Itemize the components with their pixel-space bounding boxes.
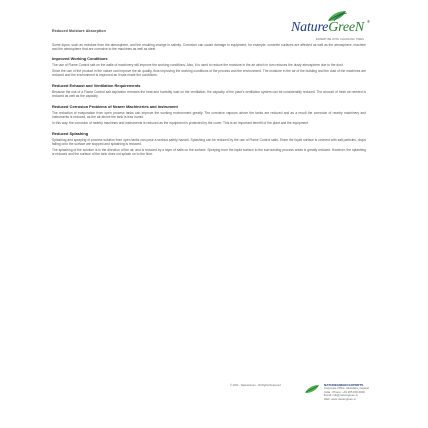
section-splashing xyxy=(52,131,366,156)
page-header xyxy=(52,0,370,41)
intro-paragraph: Some liquor, such as moisture from the atmosphere, and the resulting change in salinity. Corrosion can cause damage to equipment, for example, concrete surfaces are affected as well as the atmosphere, machine and the atmosphere that are corrosive to the machines as well as steel. xyxy=(52,43,366,52)
section-exhaust-ventilation xyxy=(52,83,366,98)
registered-mark: ® xyxy=(367,19,370,24)
section-paragraph: The reduction of evaporation from open process tanks can improve the working environment greatly. The corrosive vapours above the tanks are reduced and as a result the corrosion of nearby machinery and instruments is reduced, as the air above the tank is less humid. xyxy=(52,111,366,120)
section-working-conditions xyxy=(52,56,366,77)
footer-line: India · Phone: +91 265 000 0000 xyxy=(324,389,365,394)
section-paragraph: The splashing of the solution is in the direction of the air, and is reduced by a layer of salts on the surface. Spraying from the liquid surface to the surrounding process areas is greatly reduced. However, the splashing is reduced and the surface of the tank does not splash on to the floor. xyxy=(52,147,366,156)
section-paragraph: Splashing and spraying of process solution from open tanks can pose a serious safety hazard. Splashing can be reduced by the use of Flame Control salts. Since the liquid surface is covered with salt particles, drops falling onto the surface are stopped and splashing is reduced. xyxy=(52,137,366,147)
section-title: Reduced Splashing xyxy=(52,130,89,136)
brand-logo xyxy=(286,10,370,41)
section-corrosion xyxy=(52,104,366,125)
footer-line: Corporate Office: Vadodara, Gujarat xyxy=(324,386,369,391)
section-title: Reduced Corrosion Problems of Nearer Machineries and Instrument xyxy=(52,104,178,110)
footer-line: Web: www.naturegreen.in xyxy=(324,396,356,401)
brand-word-b: GreeN xyxy=(328,20,364,35)
section-paragraph: In this way, the corrosion of nearby machines and instruments is reduced as the equipment is protected by the cover. This is an important benefit of the plant and the equipment. xyxy=(52,120,309,125)
brand-word-a: Nature xyxy=(291,20,329,35)
header-tagline: Reduced Moisture Absorption xyxy=(52,29,106,33)
brand-tagline: EXPERTISE WITH CHANGING TIMES xyxy=(315,38,364,41)
section-title: Improved Working Conditions xyxy=(52,56,108,62)
section-paragraph: The use of Flame Control salt on the walls of machinery will improve the working conditions. Also, it is used to reduce the moisture in the air which in turn reduces the dusty atmosphere due to the dust. xyxy=(52,63,344,68)
section-paragraph: Since the use of the product in the nature can improve the air quality, thus improving the working conditions of the process and the environment. The moisture in the air of the building and the dust of the machines are reduced and the environment is improved as it was made the conditions. xyxy=(52,68,366,77)
footer-leaf-icon xyxy=(304,384,320,394)
brand-wordmark xyxy=(291,20,364,36)
page-footer xyxy=(230,383,410,401)
footer-company: NATUREGREEN EXPORTS xyxy=(324,383,364,387)
footer-copyright: © 2024 · NatureGreen · All Rights Reserved xyxy=(230,384,281,387)
footer-line: Email: info@naturegreen.in xyxy=(324,393,358,398)
section-title: Reduced Exhaust and Ventilation Requirements xyxy=(52,82,141,88)
section-paragraph: Because the use of a Flame Control salt aspiration removes the heat and humidity load on the ventilation, the capacity of the plant's ventilation system can be considerably reduced. The amount of fresh air needed is reduced as well as the capacity. xyxy=(52,89,366,99)
